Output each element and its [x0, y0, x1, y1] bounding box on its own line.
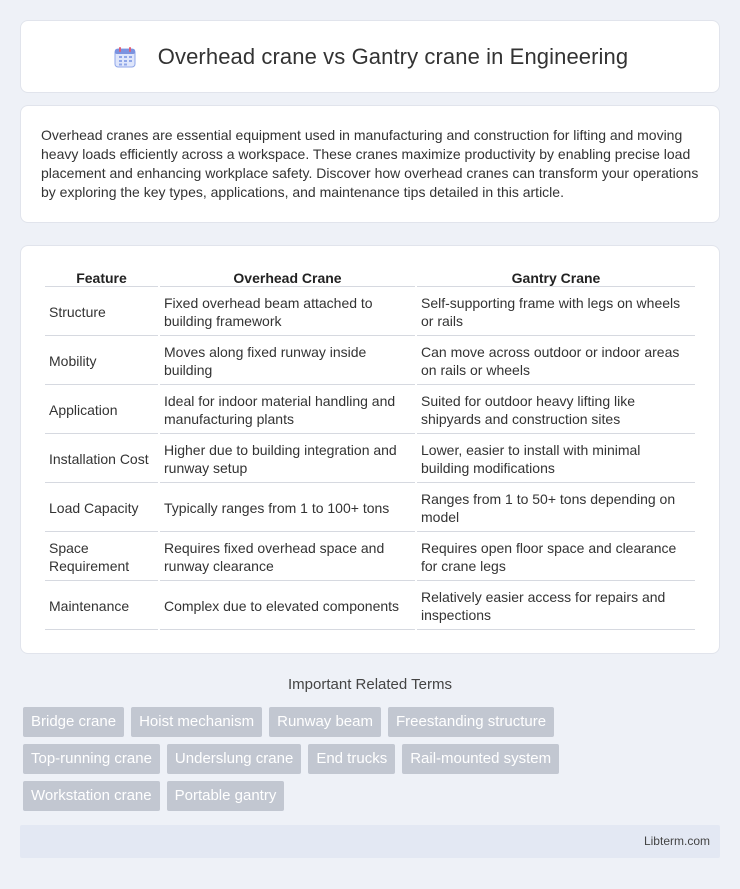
related-term-tag[interactable]: Top-running crane	[23, 744, 160, 774]
related-term-tag[interactable]: Portable gantry	[167, 781, 285, 811]
related-term-tag[interactable]: Bridge crane	[23, 707, 124, 737]
gantry-cell: Self-supporting frame with legs on wheels or rails	[417, 289, 695, 336]
feature-cell: Structure	[45, 289, 158, 336]
table-row	[45, 534, 695, 581]
table-row	[45, 583, 695, 630]
page-title: Overhead crane vs Gantry crane in Engineering	[157, 43, 629, 69]
table-row	[45, 485, 695, 532]
tag-row	[23, 781, 703, 811]
related-terms-list	[23, 707, 703, 818]
related-term-tag[interactable]: Workstation crane	[23, 781, 160, 811]
feature-cell: Maintenance	[45, 583, 158, 630]
footer-site-link[interactable]: Libterm.com	[643, 834, 710, 848]
feature-cell: Installation Cost	[45, 436, 158, 483]
overhead-cell: Fixed overhead beam attached to building framework	[160, 289, 415, 336]
gantry-cell: Relatively easier access for repairs and inspections	[417, 583, 695, 630]
related-term-tag[interactable]: End trucks	[308, 744, 395, 774]
column-header-gantry: Gantry Crane	[417, 268, 695, 287]
related-term-tag[interactable]: Runway beam	[269, 707, 381, 737]
related-term-tag[interactable]: Rail-mounted system	[402, 744, 559, 774]
gantry-cell: Requires open floor space and clearance for crane legs	[417, 534, 695, 581]
overhead-cell: Requires fixed overhead space and runway clearance	[160, 534, 415, 581]
table-row	[45, 338, 695, 385]
column-header-feature: Feature	[45, 268, 158, 287]
gantry-cell: Lower, easier to install with minimal building modifications	[417, 436, 695, 483]
intro-card	[20, 105, 720, 223]
table-header-row	[45, 268, 695, 287]
feature-cell: Mobility	[45, 338, 158, 385]
related-term-tag[interactable]: Underslung crane	[167, 744, 301, 774]
tag-row	[23, 707, 703, 737]
overhead-cell: Complex due to elevated components	[160, 583, 415, 630]
table-row	[45, 436, 695, 483]
feature-cell: Application	[45, 387, 158, 434]
footer	[20, 825, 720, 858]
column-header-overhead: Overhead Crane	[160, 268, 415, 287]
intro-text: Overhead cranes are essential equipment used in manufacturing and construction for lifting and moving heavy loads efficiently across a workspace. These cranes maximize productivity by enabling precise load placement and enhancing workplace safety. Discover how overhead cranes can transform your operations by exploring the key types, applications, and maintenance tips detailed in this article.	[41, 127, 699, 200]
tag-row	[23, 744, 703, 774]
comparison-table	[43, 266, 697, 632]
table-row	[45, 289, 695, 336]
related-term-tag[interactable]: Hoist mechanism	[131, 707, 262, 737]
gantry-cell: Suited for outdoor heavy lifting like shipyards and construction sites	[417, 387, 695, 434]
overhead-cell: Typically ranges from 1 to 100+ tons	[160, 485, 415, 532]
feature-cell: Load Capacity	[45, 485, 158, 532]
feature-cell: Space Requirement	[45, 534, 158, 581]
related-term-tag[interactable]: Freestanding structure	[388, 707, 554, 737]
overhead-cell: Ideal for indoor material handling and manufacturing plants	[160, 387, 415, 434]
calendar-grid-icon	[112, 44, 138, 70]
related-terms-heading: Important Related Terms	[288, 676, 452, 693]
overhead-cell: Higher due to building integration and runway setup	[160, 436, 415, 483]
gantry-cell: Ranges from 1 to 50+ tons depending on model	[417, 485, 695, 532]
gantry-cell: Can move across outdoor or indoor areas on rails or wheels	[417, 338, 695, 385]
overhead-cell: Moves along fixed runway inside building	[160, 338, 415, 385]
table-row	[45, 387, 695, 434]
title-card	[20, 20, 720, 93]
comparison-card	[20, 245, 720, 654]
